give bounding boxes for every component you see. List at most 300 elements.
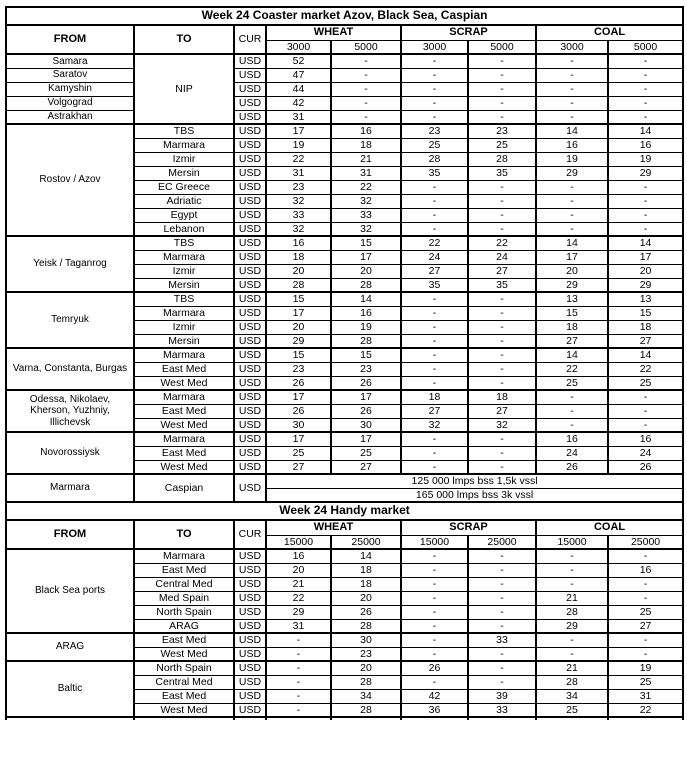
col-header-size: 3000 xyxy=(536,40,608,54)
to-cell: North Spain xyxy=(134,605,234,619)
rate-cell: 27 xyxy=(331,460,401,474)
to-cell: Marmara xyxy=(134,549,234,563)
col-header-commodity: WHEAT xyxy=(266,520,401,535)
rate-cell: 19 xyxy=(608,152,683,166)
rate-cell: 17 xyxy=(331,250,401,264)
rate-cell: 32 xyxy=(468,418,536,432)
rate-cell: 22 xyxy=(468,236,536,250)
to-cell: North Spain xyxy=(134,661,234,675)
rate-cell: 35 xyxy=(401,278,468,292)
table-row xyxy=(6,54,683,68)
table-row xyxy=(6,717,683,720)
from-line: Odessa, Nikolaev, xyxy=(29,393,111,405)
cur-cell: USD xyxy=(234,278,266,292)
rate-cell: - xyxy=(608,68,683,82)
from-cell: Kamyshin xyxy=(6,82,134,96)
rate-cell: 14 xyxy=(608,236,683,250)
from-line: Illichevsk xyxy=(49,416,91,428)
to-cell: Central Med xyxy=(134,675,234,689)
rate-cell: 31 xyxy=(266,619,331,633)
rate-cell: - xyxy=(468,563,536,577)
from-cell xyxy=(6,390,134,432)
rate-cell: 20 xyxy=(331,264,401,278)
rate-cell: - xyxy=(536,404,608,418)
col-header-size: 15000 xyxy=(536,535,608,549)
rate-cell: 33 xyxy=(468,633,536,647)
rate-cell: 34 xyxy=(536,689,608,703)
section-title: Week 24 Handy market xyxy=(6,502,683,520)
rate-cell: 28 xyxy=(266,278,331,292)
rate-cell: - xyxy=(608,180,683,194)
cur-cell: USD xyxy=(234,390,266,404)
rate-cell: 26 xyxy=(266,376,331,390)
rate-cell: 28 xyxy=(536,675,608,689)
cur-cell: USD xyxy=(234,320,266,334)
cur-cell: USD xyxy=(234,404,266,418)
to-cell: TBS xyxy=(134,236,234,250)
table-row xyxy=(6,661,683,675)
rate-cell: - xyxy=(536,647,608,661)
rate-cell: 15 xyxy=(331,236,401,250)
table-row xyxy=(6,68,683,82)
rate-cell: - xyxy=(401,446,468,460)
rate-cell: 26 xyxy=(536,460,608,474)
rate-cell: - xyxy=(266,675,331,689)
rate-cell: 28 xyxy=(331,675,401,689)
col-header-to: TO xyxy=(134,25,234,54)
cur-cell: USD xyxy=(234,661,266,675)
from-cell: Volgograd xyxy=(6,96,134,110)
cur-cell: USD xyxy=(234,152,266,166)
table-row xyxy=(6,96,683,110)
to-cell: Adriatic xyxy=(134,194,234,208)
cur-cell: USD xyxy=(234,96,266,110)
to-cell: TBS xyxy=(134,124,234,138)
col-header-cur: CUR xyxy=(234,25,266,54)
cur-cell: USD xyxy=(234,124,266,138)
rate-cell: - xyxy=(536,577,608,591)
rate-cell: 18 xyxy=(331,577,401,591)
rate-cell: 29 xyxy=(608,166,683,180)
rate-cell: 24 xyxy=(608,446,683,460)
col-header-size: 3000 xyxy=(401,40,468,54)
rate-cell: 24 xyxy=(468,250,536,264)
to-cell: Marmara xyxy=(134,306,234,320)
rate-cell: - xyxy=(608,96,683,110)
rate-cell: - xyxy=(468,362,536,376)
cutoff-cell xyxy=(468,717,536,720)
rate-cell: 25 xyxy=(608,376,683,390)
rate-cell: 32 xyxy=(266,194,331,208)
rate-cell: 19 xyxy=(536,152,608,166)
rate-cell: 23 xyxy=(266,362,331,376)
col-header-size: 25000 xyxy=(331,535,401,549)
rate-cell: 26 xyxy=(331,404,401,418)
rate-cell: 25 xyxy=(468,138,536,152)
rate-cell: 16 xyxy=(608,138,683,152)
rate-cell: 35 xyxy=(468,278,536,292)
rate-cell: 42 xyxy=(266,96,331,110)
rate-cell: 36 xyxy=(401,703,468,717)
cur-cell: USD xyxy=(234,180,266,194)
to-cell: Lebanon xyxy=(134,222,234,236)
rate-cell: 17 xyxy=(608,250,683,264)
rate-cell: 14 xyxy=(331,549,401,563)
to-cell: East Med xyxy=(134,362,234,376)
to-cell: Marmara xyxy=(134,390,234,404)
cur-cell: USD xyxy=(234,250,266,264)
rate-cell: 17 xyxy=(266,124,331,138)
rate-cell: - xyxy=(401,194,468,208)
rate-cell: - xyxy=(608,404,683,418)
rate-cell: - xyxy=(401,563,468,577)
rate-cell: - xyxy=(468,306,536,320)
cur-cell: USD xyxy=(234,446,266,460)
cutoff-cell xyxy=(234,717,266,720)
cur-cell: USD xyxy=(234,647,266,661)
rate-cell: - xyxy=(608,549,683,563)
cur-cell: USD xyxy=(234,194,266,208)
rate-cell: - xyxy=(608,110,683,124)
col-header-size: 15000 xyxy=(266,535,331,549)
cur-cell: USD xyxy=(234,675,266,689)
table-row xyxy=(6,549,683,563)
table-row xyxy=(6,432,683,446)
rate-cell: - xyxy=(401,675,468,689)
cutoff-cell xyxy=(6,717,134,720)
rate-cell: 24 xyxy=(536,446,608,460)
col-header-commodity: SCRAP xyxy=(401,520,536,535)
rate-cell: - xyxy=(608,208,683,222)
rate-cell: - xyxy=(608,633,683,647)
col-header-size: 25000 xyxy=(468,535,536,549)
rate-cell: 32 xyxy=(331,222,401,236)
rate-cell: 22 xyxy=(608,362,683,376)
rate-cell: 30 xyxy=(266,418,331,432)
from-cell: Saratov xyxy=(6,68,134,82)
rate-cell: - xyxy=(536,96,608,110)
cur-cell: USD xyxy=(234,432,266,446)
to-cell: East Med xyxy=(134,446,234,460)
rate-cell: - xyxy=(536,82,608,96)
rate-cell: - xyxy=(401,633,468,647)
rate-cell: 31 xyxy=(608,689,683,703)
cur-cell: USD xyxy=(234,54,266,68)
rate-cell: - xyxy=(536,633,608,647)
from-cell: Novorossiysk xyxy=(6,432,134,474)
rate-cell: 25 xyxy=(266,446,331,460)
to-cell: Mersin xyxy=(134,166,234,180)
rate-cell: 26 xyxy=(331,605,401,619)
col-header-from: FROM xyxy=(6,520,134,549)
rate-cell: 33 xyxy=(331,208,401,222)
rate-cell: 21 xyxy=(536,661,608,675)
rate-cell: - xyxy=(331,68,401,82)
from-cell: Black Sea ports xyxy=(6,549,134,633)
col-header-commodity: WHEAT xyxy=(266,25,401,40)
rate-cell: 26 xyxy=(608,460,683,474)
rate-cell: - xyxy=(608,647,683,661)
rate-cell: - xyxy=(468,432,536,446)
rate-cell: 14 xyxy=(536,348,608,362)
rate-cell: 31 xyxy=(331,166,401,180)
rate-cell: - xyxy=(536,180,608,194)
rate-cell: - xyxy=(266,647,331,661)
cur-cell: USD xyxy=(234,138,266,152)
from-cell: Yeisk / Taganrog xyxy=(6,236,134,292)
to-cell: East Med xyxy=(134,563,234,577)
section-title: Week 24 Coaster market Azov, Black Sea, Caspian xyxy=(6,7,683,25)
rate-cell: 28 xyxy=(331,278,401,292)
cur-cell: USD xyxy=(234,689,266,703)
rate-cell: - xyxy=(331,110,401,124)
rate-cell: - xyxy=(401,348,468,362)
rate-cell: 22 xyxy=(608,703,683,717)
rate-cell: 15 xyxy=(266,348,331,362)
rate-cell: - xyxy=(401,208,468,222)
table-row xyxy=(6,474,683,488)
rate-cell: 32 xyxy=(401,418,468,432)
rate-cell: 21 xyxy=(331,152,401,166)
rate-cell: 14 xyxy=(536,236,608,250)
cur-cell: USD xyxy=(234,208,266,222)
table-row xyxy=(6,110,683,124)
rate-cell: 27 xyxy=(266,460,331,474)
col-header-to: TO xyxy=(134,520,234,549)
rate-cell: 17 xyxy=(266,390,331,404)
rate-cell: - xyxy=(536,549,608,563)
rate-cell: 21 xyxy=(266,577,331,591)
to-cell: Marmara xyxy=(134,250,234,264)
rate-cell: 17 xyxy=(331,432,401,446)
rate-cell: 27 xyxy=(401,264,468,278)
rate-cell: - xyxy=(468,334,536,348)
to-cell: West Med xyxy=(134,376,234,390)
rate-cell: 28 xyxy=(331,703,401,717)
from-cell: Astrakhan xyxy=(6,110,134,124)
to-cell: Mersin xyxy=(134,278,234,292)
to-cell: ARAG xyxy=(134,619,234,633)
rate-cell: 16 xyxy=(266,549,331,563)
rate-cell: 16 xyxy=(536,432,608,446)
rate-cell: - xyxy=(401,591,468,605)
rate-cell: - xyxy=(468,675,536,689)
rate-cell: 14 xyxy=(331,292,401,306)
to-cell: Izmir xyxy=(134,264,234,278)
rate-cell: 18 xyxy=(266,250,331,264)
rate-cell: - xyxy=(536,54,608,68)
rate-cell: 33 xyxy=(468,703,536,717)
rate-cell: - xyxy=(608,222,683,236)
rate-cell: - xyxy=(468,591,536,605)
cur-cell: USD xyxy=(234,460,266,474)
rate-cell: - xyxy=(401,577,468,591)
to-cell: EC Greece xyxy=(134,180,234,194)
rate-cell: 29 xyxy=(266,605,331,619)
rate-cell: - xyxy=(608,591,683,605)
col-header-commodity: COAL xyxy=(536,25,683,40)
rate-cell: - xyxy=(401,222,468,236)
rate-cell: - xyxy=(536,110,608,124)
rate-cell: 15 xyxy=(331,348,401,362)
rate-cell: 26 xyxy=(266,404,331,418)
cur-cell: USD xyxy=(234,633,266,647)
to-cell: West Med xyxy=(134,703,234,717)
rate-cell: 14 xyxy=(608,124,683,138)
to-cell: Izmir xyxy=(134,320,234,334)
rate-cell: 39 xyxy=(468,689,536,703)
table-row xyxy=(6,390,683,404)
rates-table xyxy=(5,6,684,720)
from-cell: Baltic xyxy=(6,661,134,717)
to-cell: Marmara xyxy=(134,348,234,362)
rate-cell: 16 xyxy=(331,306,401,320)
cur-cell: USD xyxy=(234,474,266,502)
rate-cell: - xyxy=(468,348,536,362)
rate-cell: 16 xyxy=(266,236,331,250)
table-row xyxy=(6,502,683,520)
rate-cell: 25 xyxy=(608,675,683,689)
rate-cell: - xyxy=(401,460,468,474)
rate-cell: - xyxy=(468,376,536,390)
cutoff-cell xyxy=(266,717,331,720)
from-cell: Varna, Constanta, Burgas xyxy=(6,348,134,390)
rate-cell: - xyxy=(608,418,683,432)
rate-cell: 23 xyxy=(266,180,331,194)
cutoff-cell xyxy=(134,717,234,720)
rate-cell: 31 xyxy=(266,110,331,124)
cur-cell: USD xyxy=(234,166,266,180)
cur-cell: USD xyxy=(234,577,266,591)
rate-cell: 22 xyxy=(266,152,331,166)
rate-cell: - xyxy=(401,647,468,661)
col-header-size: 3000 xyxy=(266,40,331,54)
rate-cell: - xyxy=(401,619,468,633)
rate-cell: 19 xyxy=(331,320,401,334)
rate-cell: 27 xyxy=(536,334,608,348)
rate-cell: 19 xyxy=(608,661,683,675)
to-cell: Mersin xyxy=(134,334,234,348)
rate-cell: 15 xyxy=(608,306,683,320)
rate-cell: 23 xyxy=(331,362,401,376)
col-header-commodity: COAL xyxy=(536,520,683,535)
rate-cell: - xyxy=(468,292,536,306)
rate-cell: 28 xyxy=(536,605,608,619)
rate-cell: - xyxy=(331,96,401,110)
rate-cell: - xyxy=(468,549,536,563)
rate-cell: - xyxy=(266,703,331,717)
rate-cell: - xyxy=(468,222,536,236)
rate-cell: 27 xyxy=(468,264,536,278)
rate-cell: 27 xyxy=(401,404,468,418)
rate-cell: - xyxy=(401,549,468,563)
cur-cell: USD xyxy=(234,68,266,82)
rate-cell: - xyxy=(266,661,331,675)
rate-cell: - xyxy=(468,194,536,208)
rate-cell: 20 xyxy=(266,563,331,577)
rate-cell: 26 xyxy=(401,661,468,675)
rate-cell: - xyxy=(468,110,536,124)
rate-cell: - xyxy=(401,54,468,68)
rate-cell: 18 xyxy=(401,390,468,404)
col-header-size: 5000 xyxy=(608,40,683,54)
rate-cell: - xyxy=(608,54,683,68)
rate-cell: 16 xyxy=(608,432,683,446)
rate-cell: - xyxy=(468,180,536,194)
rate-cell: - xyxy=(536,390,608,404)
rate-cell: - xyxy=(401,432,468,446)
cur-cell: USD xyxy=(234,292,266,306)
to-cell: Marmara xyxy=(134,432,234,446)
table-row xyxy=(6,633,683,647)
rate-cell: 25 xyxy=(536,376,608,390)
rate-cell: 47 xyxy=(266,68,331,82)
table-row xyxy=(6,348,683,362)
rate-cell: 27 xyxy=(468,404,536,418)
rate-cell: - xyxy=(468,647,536,661)
rate-cell: 17 xyxy=(536,250,608,264)
rate-cell: 17 xyxy=(266,432,331,446)
cur-cell: USD xyxy=(234,591,266,605)
rate-cell: - xyxy=(468,619,536,633)
cur-cell: USD xyxy=(234,348,266,362)
rate-cell: 18 xyxy=(536,320,608,334)
rate-cell: 42 xyxy=(401,689,468,703)
rate-cell: 30 xyxy=(331,633,401,647)
rate-cell: 23 xyxy=(331,647,401,661)
rate-cell: - xyxy=(468,82,536,96)
rate-cell: - xyxy=(536,68,608,82)
rate-cell: - xyxy=(468,54,536,68)
rate-cell: 20 xyxy=(266,320,331,334)
rate-cell: 34 xyxy=(331,689,401,703)
rate-cell: 22 xyxy=(331,180,401,194)
cur-cell: USD xyxy=(234,605,266,619)
rate-cell: - xyxy=(608,194,683,208)
cutoff-cell xyxy=(608,717,683,720)
rate-cell: - xyxy=(468,661,536,675)
from-cell: Samara xyxy=(6,54,134,68)
rate-cell: 52 xyxy=(266,54,331,68)
cur-cell: USD xyxy=(234,362,266,376)
rate-cell: 35 xyxy=(401,166,468,180)
rate-cell: 30 xyxy=(331,418,401,432)
rate-cell: - xyxy=(401,292,468,306)
table-row xyxy=(6,292,683,306)
rate-cell: 17 xyxy=(331,390,401,404)
col-header-size: 5000 xyxy=(468,40,536,54)
to-cell: Central Med xyxy=(134,577,234,591)
cutoff-cell xyxy=(331,717,401,720)
rate-cell: - xyxy=(401,334,468,348)
rate-cell: 32 xyxy=(331,194,401,208)
rate-cell: 22 xyxy=(401,236,468,250)
rate-cell: 32 xyxy=(266,222,331,236)
rate-cell: - xyxy=(468,96,536,110)
rate-cell: 13 xyxy=(536,292,608,306)
cur-cell: USD xyxy=(234,222,266,236)
rate-cell: 22 xyxy=(536,362,608,376)
rate-cell: - xyxy=(536,418,608,432)
rate-cell: 23 xyxy=(468,124,536,138)
from-cell: ARAG xyxy=(6,633,134,661)
rate-cell: 16 xyxy=(331,124,401,138)
rate-cell: 28 xyxy=(331,619,401,633)
to-cell: East Med xyxy=(134,689,234,703)
cur-cell: USD xyxy=(234,236,266,250)
rate-cell: - xyxy=(468,446,536,460)
rate-cell: - xyxy=(468,577,536,591)
